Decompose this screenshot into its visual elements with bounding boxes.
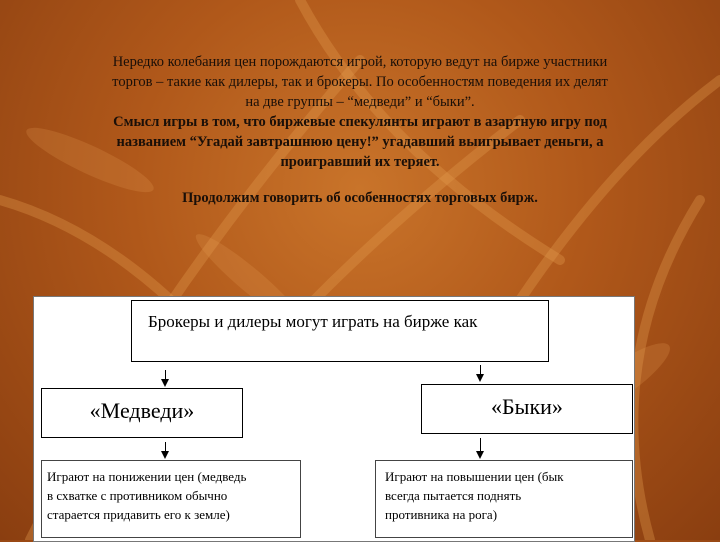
intro-text xyxy=(40,52,680,208)
closing-line: Продолжим говорить об особенностях торговых бирж. xyxy=(182,190,538,206)
intro-bold-line-1: Смысл игры в том, что биржевые спекулянты играют в азартную игру под xyxy=(113,114,607,130)
bulls-desc-line-3: противника на рога) xyxy=(385,507,498,522)
bulls-desc-line-2: всегда пытается поднять xyxy=(385,488,522,503)
intro-line-3: на две группы – “медведи” и “быки”. xyxy=(245,94,475,110)
diagram-root-label: Брокеры и дилеры могут играть на бирже как xyxy=(148,312,478,331)
bears-desc-line-1: Играют на понижении цен (медведь xyxy=(47,469,247,484)
intro-bold-line-3: проигравший их теряет. xyxy=(280,154,440,170)
traders-diagram xyxy=(33,296,635,542)
bears-description-box xyxy=(41,460,301,538)
bulls-box xyxy=(421,384,633,434)
bears-label: «Медведи» xyxy=(89,398,195,423)
arrow-down-icon xyxy=(165,442,166,452)
arrow-down-icon xyxy=(480,438,481,452)
intro-bold-line-2: названием “Угадай завтрашнюю цену!” угадавший выигрывает деньги, а xyxy=(116,134,604,150)
bulls-desc-line-1: Играют на повышении цен (бык xyxy=(385,469,564,484)
bears-desc-line-3: старается придавить его к земле) xyxy=(47,507,230,522)
intro-line-1: Нередко колебания цен порождаются игрой, которую ведут на бирже участники xyxy=(112,54,608,70)
bulls-label: «Быки» xyxy=(491,394,563,419)
bulls-description-box xyxy=(375,460,633,538)
arrow-down-icon xyxy=(165,370,166,380)
intro-line-2: торгов – такие как дилеры, так и брокеры. По особенностям поведения их делят xyxy=(112,74,608,90)
bears-box xyxy=(41,388,243,438)
bears-desc-line-2: в схватке с противником обычно xyxy=(47,488,228,503)
diagram-root-box xyxy=(131,300,549,362)
arrow-down-icon xyxy=(480,365,481,375)
